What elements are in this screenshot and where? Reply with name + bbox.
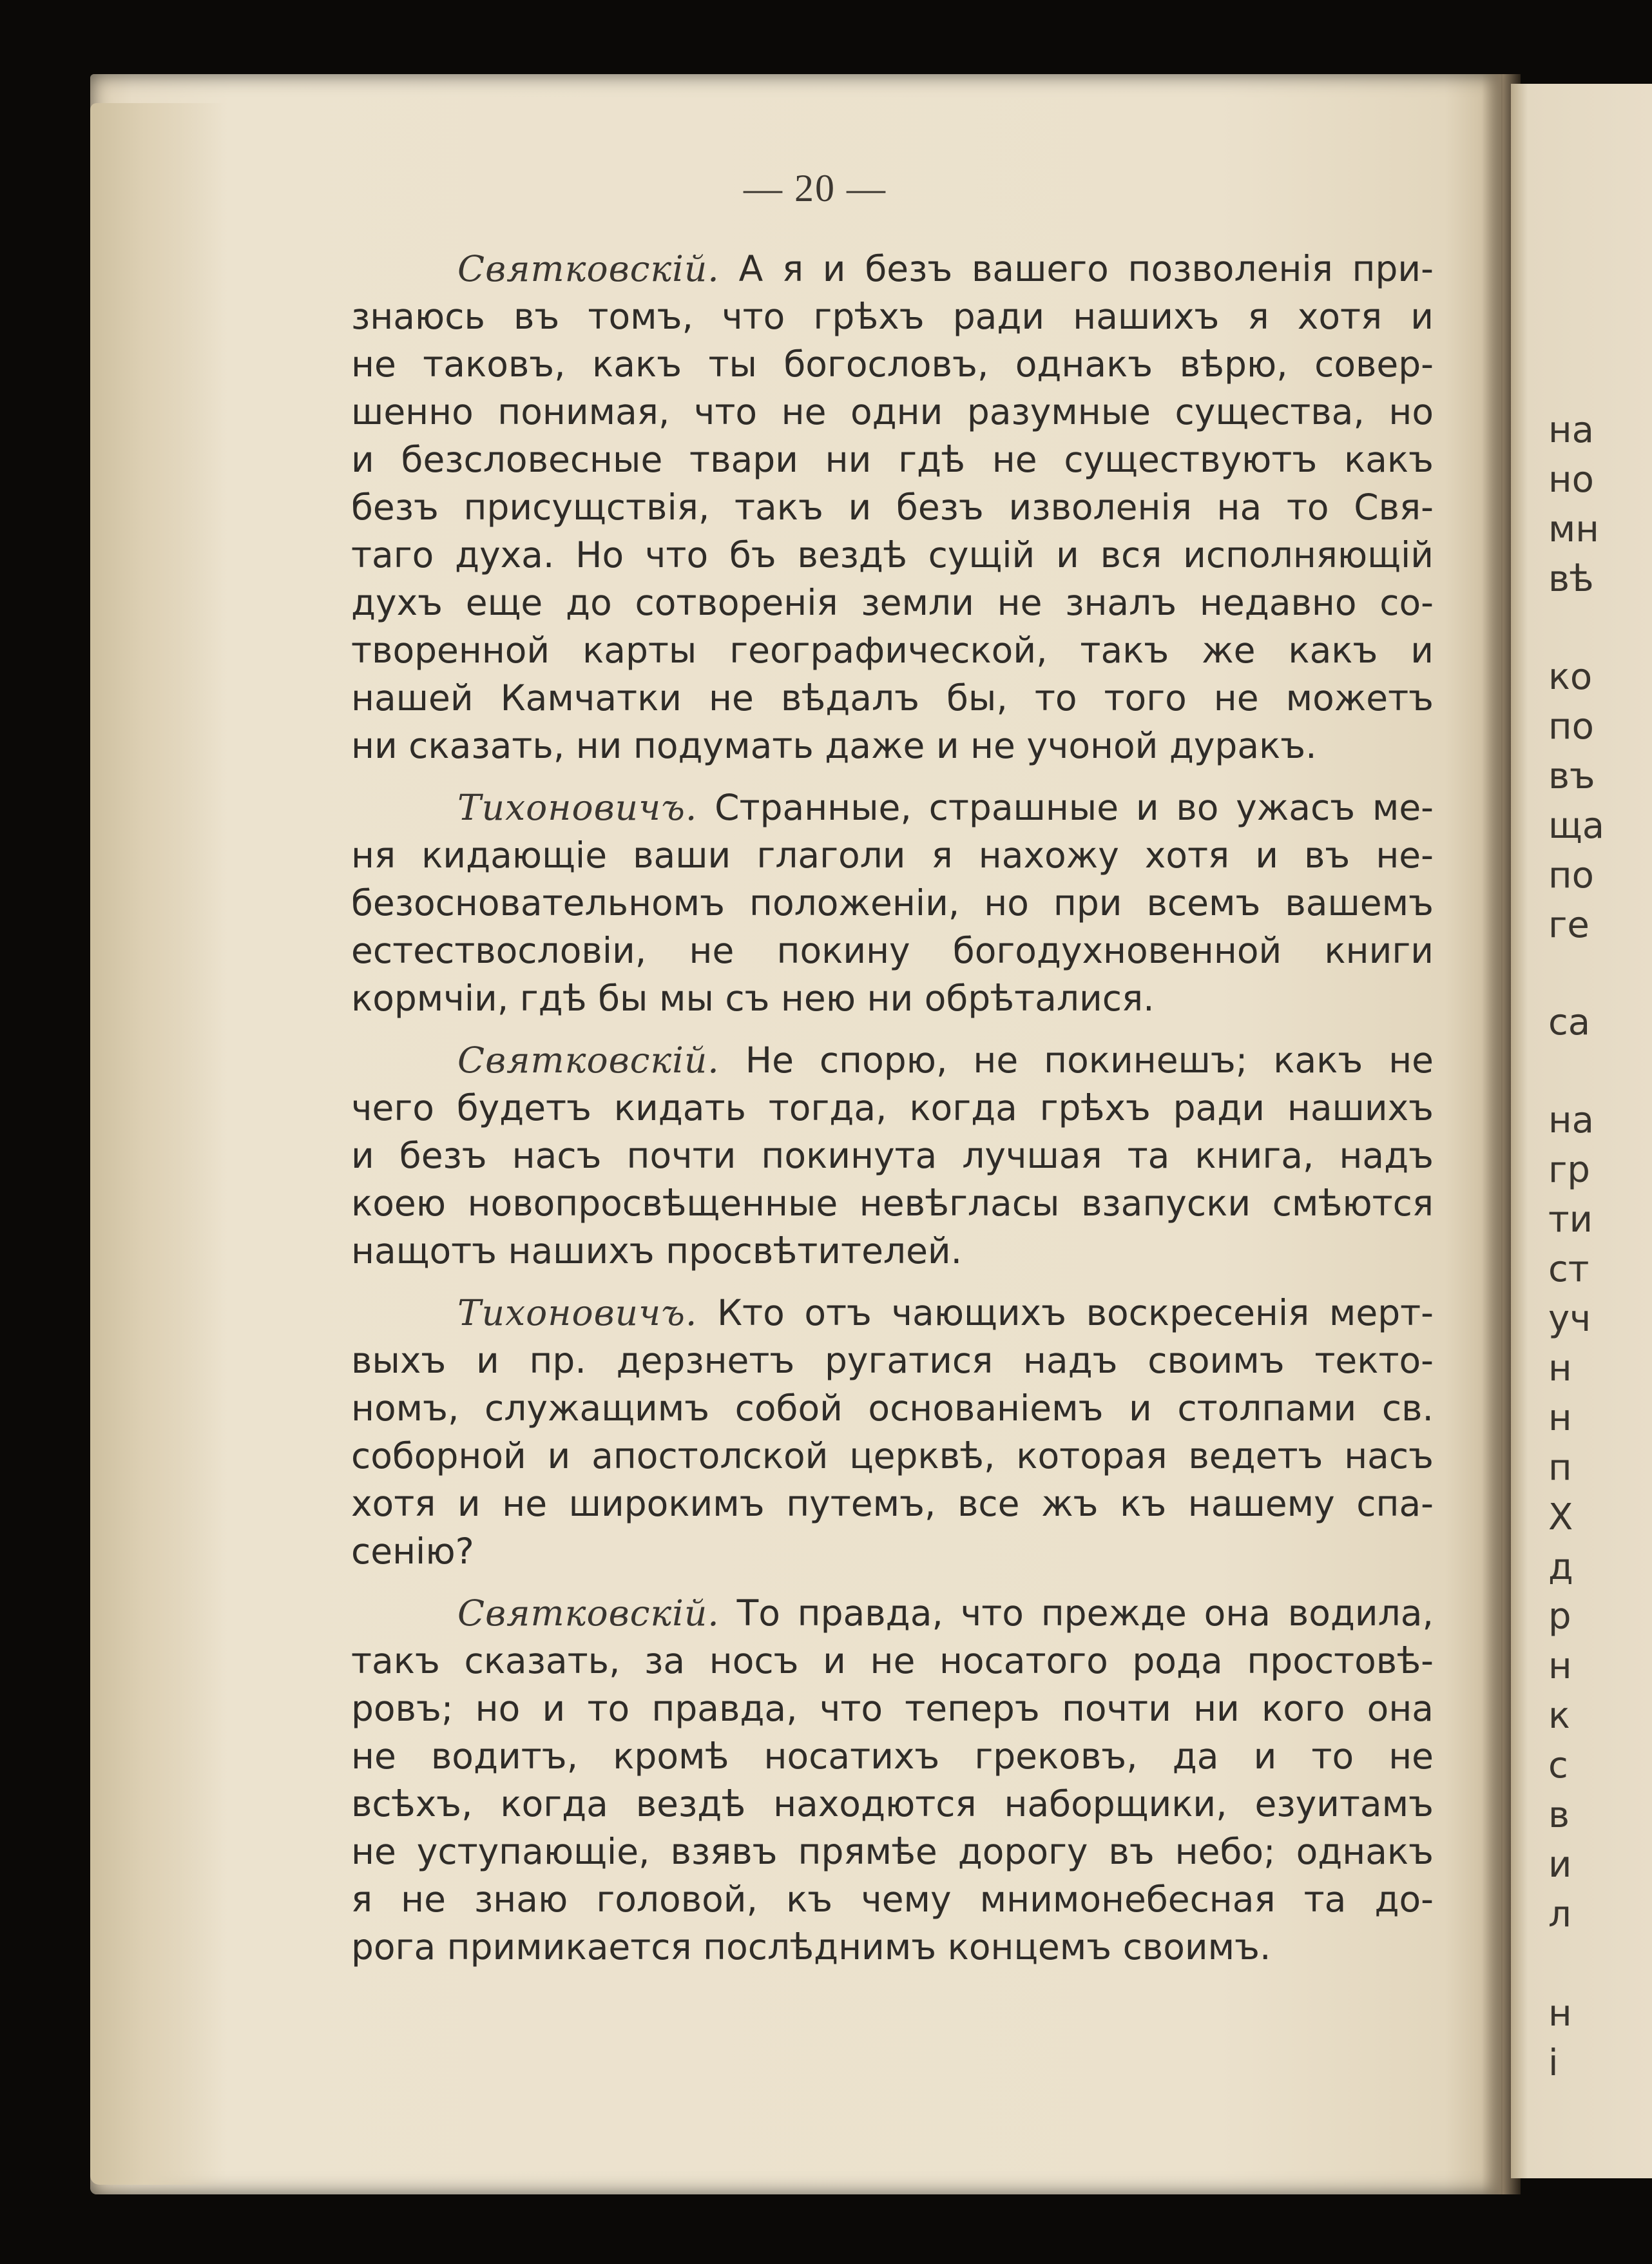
facing-fragment: с: [1548, 1745, 1568, 1786]
text-line: Святковскій. А я и безъ вашего позволенія при-: [457, 248, 1434, 289]
text-line: я не знаю головой, къ чему мнимонебесная та до-: [351, 1879, 1434, 1920]
text-line: хотя и не широкимъ путемъ, все жъ къ нашему спа-: [351, 1483, 1434, 1524]
text-line: выхъ и пр. дерзнетъ ругатися надъ своимъ текто-: [351, 1340, 1434, 1381]
text-line: естествословіи, не покину богодухновенной книги: [351, 930, 1434, 971]
paragraph-gap: [351, 1575, 1434, 1589]
text-line: ня кидающіе ваши глаголи я нахожу хотя и въ не-: [351, 835, 1434, 876]
text-line: Святковскій. То правда, что прежде она водила,: [457, 1592, 1434, 1634]
dialogue-paragraph: [351, 1036, 1434, 1275]
facing-fragment: но: [1548, 459, 1594, 501]
facing-fragment: н: [1548, 1645, 1572, 1687]
facing-fragment: ти: [1548, 1199, 1593, 1241]
facing-fragment: и: [1548, 1844, 1572, 1886]
facing-fragment: п: [1548, 1447, 1572, 1489]
text-line: Святковскій. Не спорю, не покинешъ; какъ не: [457, 1040, 1434, 1081]
speaker-name: Тихоновичъ.: [457, 1292, 698, 1333]
text-line: творенной карты географической, такъ же какъ и: [351, 630, 1434, 671]
facing-fragment: на: [1548, 1099, 1594, 1141]
speaker-name: Святковскій.: [457, 1592, 720, 1634]
text-line: не уступающіе, взявъ прямѣе дорогу въ небо; однакъ: [351, 1831, 1434, 1872]
facing-fragment: ге: [1548, 904, 1590, 946]
text-line: ровъ; но и то правда, что теперъ почти ни кого она: [351, 1688, 1434, 1729]
text-line: Тихоновичъ. Кто отъ чающихъ воскресенія мерт-: [457, 1292, 1434, 1333]
text-line: соборной и апостолской церквѣ, которая ведетъ насъ: [351, 1435, 1434, 1476]
facing-fragment: д: [1548, 1546, 1573, 1588]
paragraph-gap: [351, 769, 1434, 784]
text-line: не таковъ, какъ ты богословъ, однакъ вѣрю, совер-: [351, 343, 1434, 385]
dialogue-paragraph: [351, 1589, 1434, 1971]
facing-fragment: л: [1548, 1893, 1571, 1935]
facing-fragment: н: [1548, 1397, 1572, 1439]
facing-fragment: са: [1548, 1001, 1591, 1043]
text-line: сенію?: [351, 1531, 474, 1572]
facing-fragment: ко: [1548, 656, 1593, 698]
text-line: коею новопросвѣщенные невѣгласы взапуски смѣются: [351, 1183, 1434, 1224]
text-line: и безсловесные твари ни гдѣ не существуютъ какъ: [351, 439, 1434, 480]
text-line: нашей Камчатки не вѣдалъ бы, то того не можетъ: [351, 677, 1434, 719]
text-line: и безъ насъ почти покинута лучшая та книга, надъ: [351, 1135, 1434, 1176]
facing-fragment: въ: [1548, 755, 1595, 797]
text-line: такъ сказать, за носъ и не носатого рода простовѣ-: [351, 1640, 1434, 1681]
dialogue-paragraph: [351, 245, 1434, 769]
facing-page: [1511, 84, 1652, 2178]
text-line: не водитъ, кромѣ носатихъ грековъ, да и то не: [351, 1736, 1434, 1777]
page-number: — 20 —: [744, 167, 887, 209]
text-line: нащотъ нашихъ просвѣтителей.: [351, 1230, 963, 1272]
facing-fragment: мн: [1548, 508, 1599, 550]
text-line: рога примикается послѣднимъ концемъ своимъ.: [351, 1926, 1271, 1968]
page-edge-shadow: [90, 103, 226, 2185]
text-line: шенно понимая, что не одни разумные существа, но: [351, 391, 1434, 432]
facing-fragment: гр: [1548, 1149, 1590, 1191]
dialogue-text: [351, 245, 1434, 1971]
text-line: чего будетъ кидать тогда, когда грѣхъ ради нашихъ: [351, 1087, 1434, 1128]
text-line: кормчіи, гдѣ бы мы съ нею ни обрѣталися.: [351, 978, 1155, 1019]
paragraph-gap: [351, 1022, 1434, 1036]
facing-fragment: к: [1548, 1695, 1570, 1737]
facing-fragment: вѣ: [1548, 558, 1594, 600]
speaker-name: Святковскій.: [457, 1040, 720, 1081]
text-line: духъ еще до сотворенія земли не зналъ недавно со-: [351, 582, 1434, 623]
text-line: таго духа. Но что бъ вездѣ сущій и вся исполняющій: [351, 534, 1434, 576]
paragraph-gap: [351, 1275, 1434, 1289]
text-line: номъ, служащимъ собой основаніемъ и столпами св.: [351, 1388, 1434, 1429]
text-line: безъ присущствія, такъ и безъ изволенія на то Свя-: [351, 487, 1434, 528]
facing-fragment: ща: [1548, 805, 1605, 847]
dialogue-paragraph: [351, 784, 1434, 1022]
speaker-name: Тихоновичъ.: [457, 787, 698, 828]
dialogue-paragraph: [351, 1289, 1434, 1575]
facing-fragment: Х: [1548, 1496, 1573, 1538]
text-line: Тихоновичъ. Странные, страшные и во ужасъ ме-: [457, 787, 1434, 828]
facing-fragment: в: [1548, 1794, 1570, 1836]
facing-fragment: по: [1548, 855, 1594, 896]
text-line: знаюсь въ томъ, что грѣхъ ради нашихъ я хотя и: [351, 296, 1434, 337]
facing-fragment: уч: [1548, 1298, 1591, 1340]
text-line: ни сказать, ни подумать даже и не учоной дуракъ.: [351, 725, 1317, 766]
facing-fragment: р: [1548, 1596, 1571, 1638]
text-line: всѣхъ, когда вездѣ находются наборщики, езуитамъ: [351, 1783, 1434, 1824]
facing-fragment: н: [1548, 1993, 1572, 2035]
facing-fragment: на: [1548, 409, 1594, 451]
facing-fragment: і: [1548, 2042, 1559, 2084]
speaker-name: Святковскій.: [457, 248, 720, 289]
facing-fragment: н: [1548, 1348, 1572, 1389]
text-line: безосновательномъ положеніи, но при всемъ вашемъ: [351, 882, 1434, 924]
facing-fragment: по: [1548, 706, 1594, 748]
facing-fragment: ст: [1548, 1248, 1590, 1290]
